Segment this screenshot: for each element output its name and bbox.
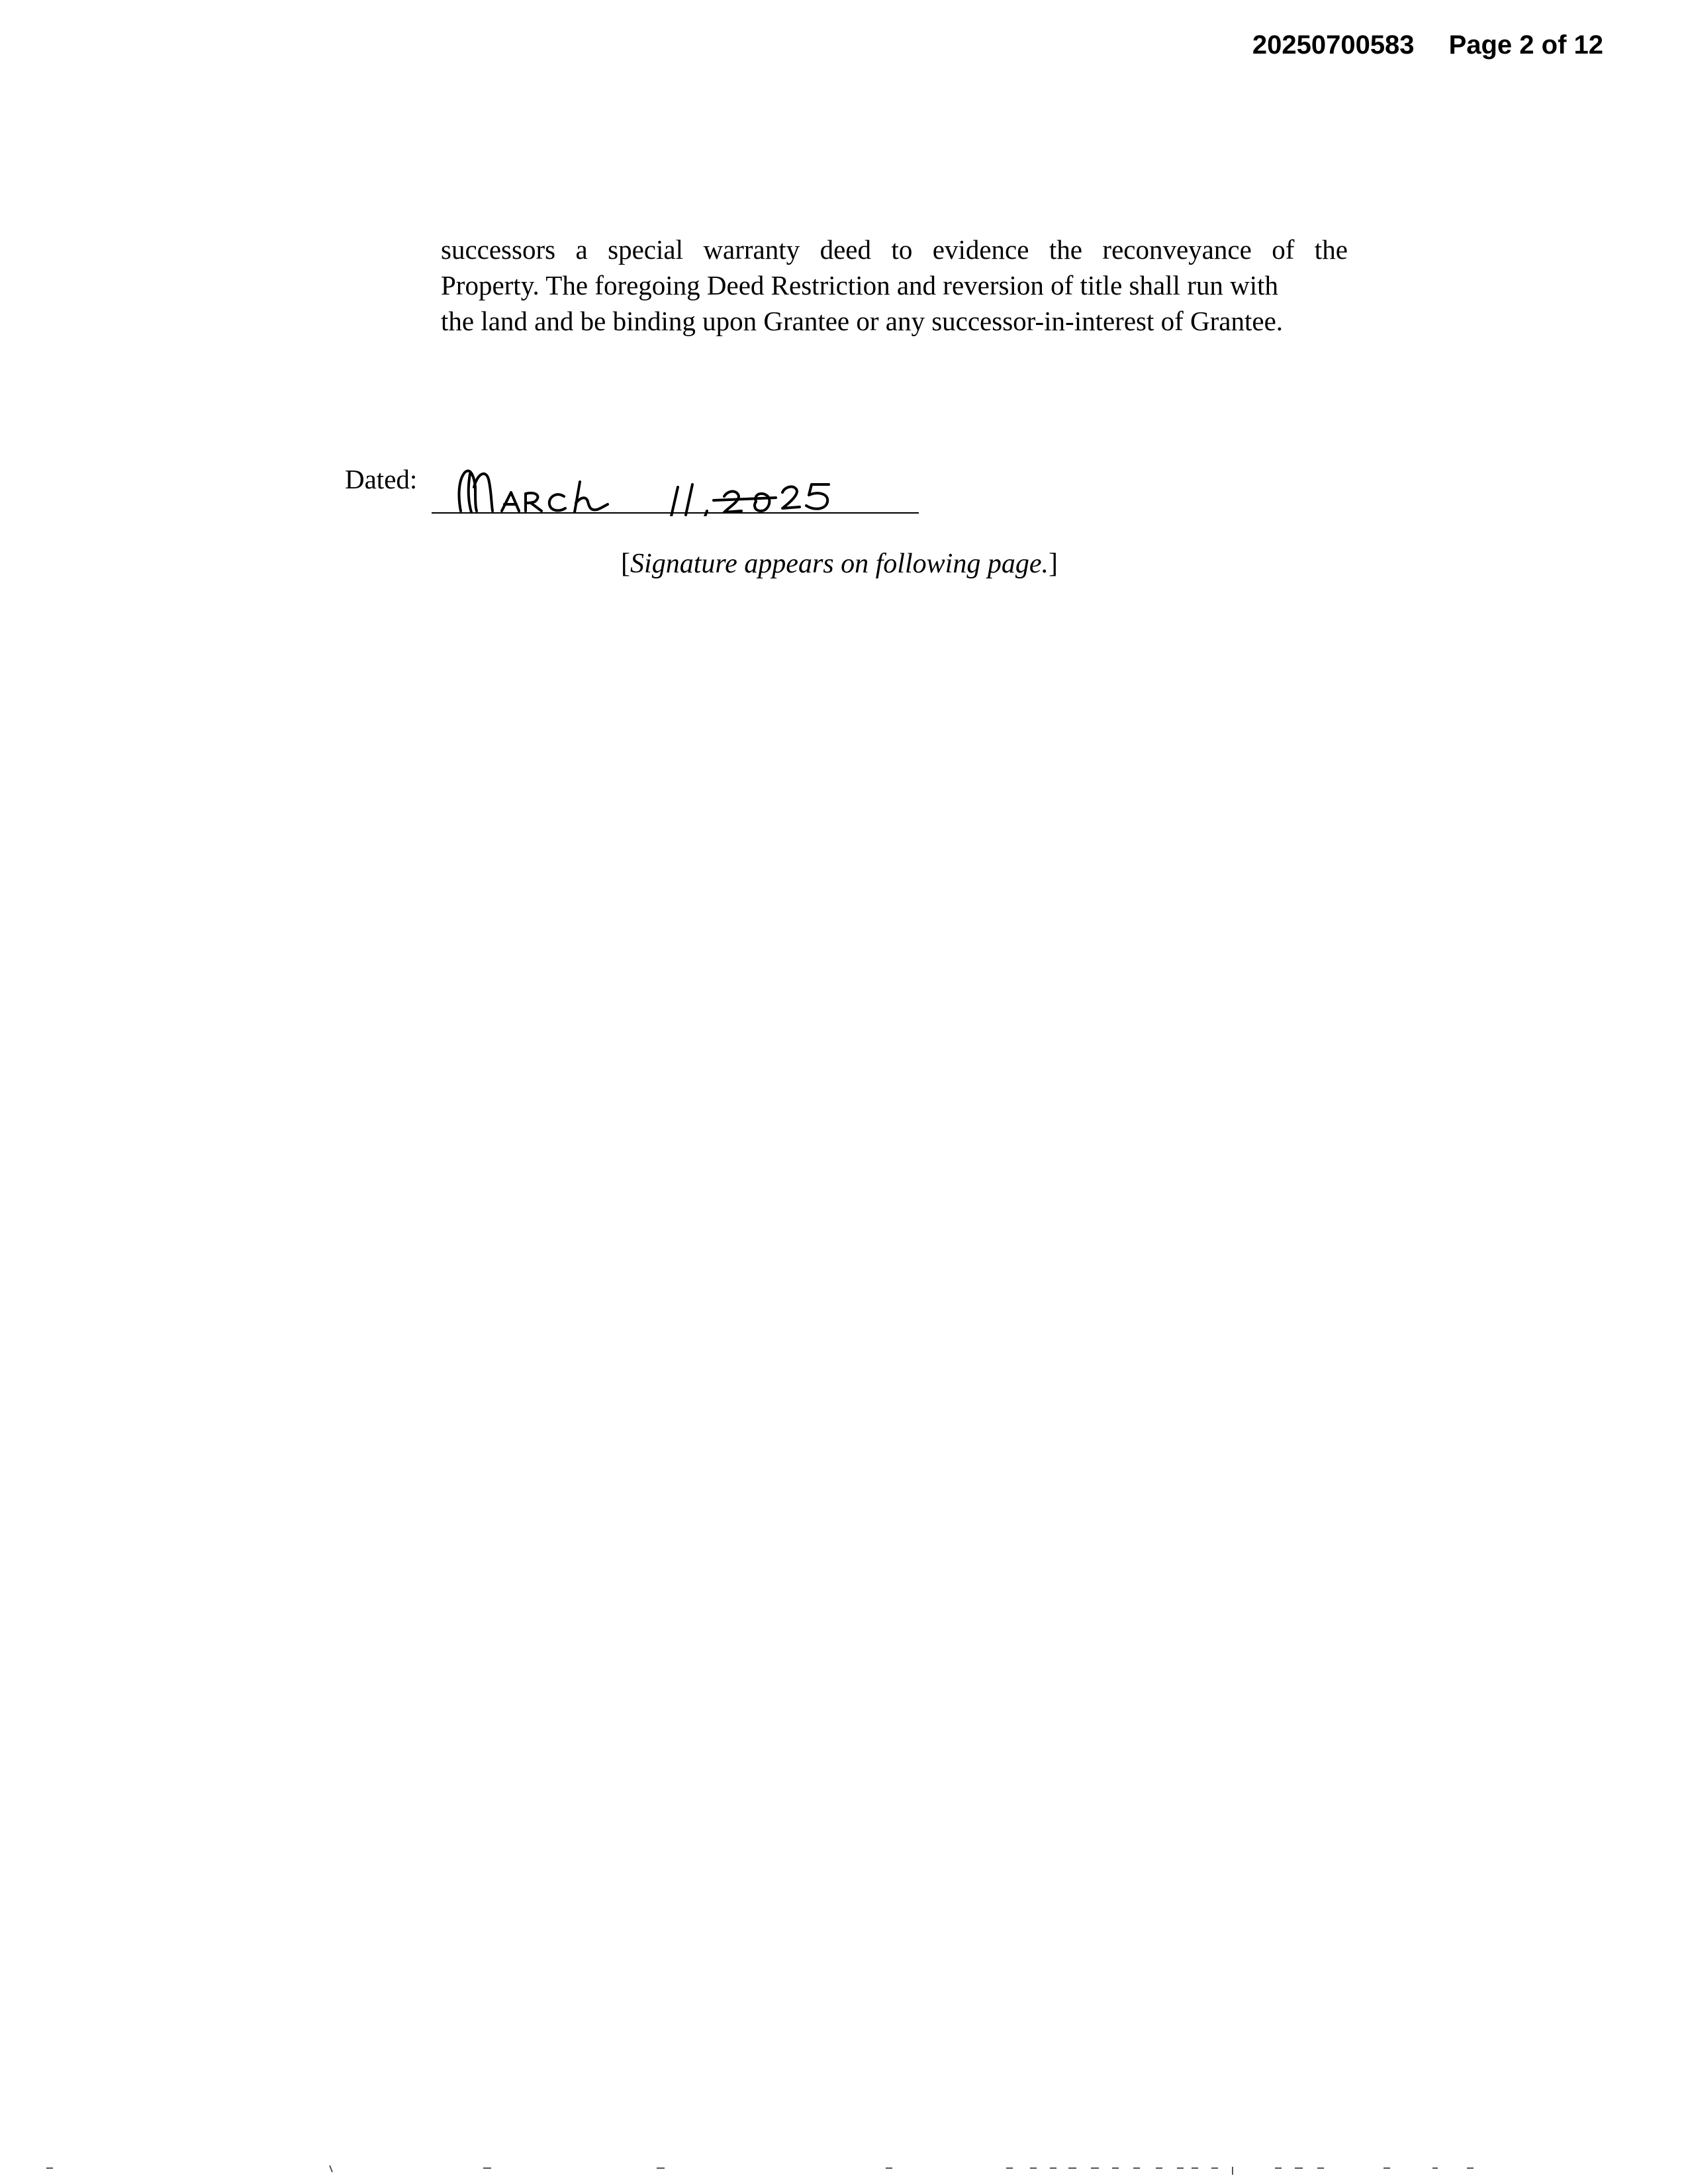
page-number: Page 2 of 12 [1448,30,1603,60]
paragraph-line-1 [441,232,1348,267]
paragraph-word: to [891,234,913,265]
deed-restriction-paragraph [441,232,1348,339]
paragraph-line-2: Property. The foregoing Deed Restriction and reversion of title shall run with [441,270,1278,300]
dated-field [432,463,919,514]
scan-artifacts [0,2163,1688,2176]
signature-notice [0,548,1688,580]
paragraph-word: special [608,234,683,265]
paragraph-word: reconveyance [1102,234,1252,265]
paragraph-word: the [1314,234,1348,265]
document-number: 20250700583 [1252,30,1415,60]
paragraph-word: warranty [703,234,800,265]
paragraph-word: of [1272,234,1295,265]
paragraph-word: evidence [932,234,1029,265]
paragraph-line-3: the land and be binding upon Grantee or any successor-in-interest of Grantee. [441,306,1284,336]
handwritten-date [432,463,919,516]
paragraph-word: successors [441,234,556,265]
paragraph-word: deed [820,234,871,265]
close-bracket: ] [1048,549,1058,579]
paragraph-word: a [575,234,588,265]
paragraph-word: the [1049,234,1082,265]
page-header [1252,30,1603,60]
open-bracket: [ [621,549,631,579]
dated-label: Dated: [345,464,418,494]
signature-notice-text: Signature appears on following page. [630,549,1049,579]
